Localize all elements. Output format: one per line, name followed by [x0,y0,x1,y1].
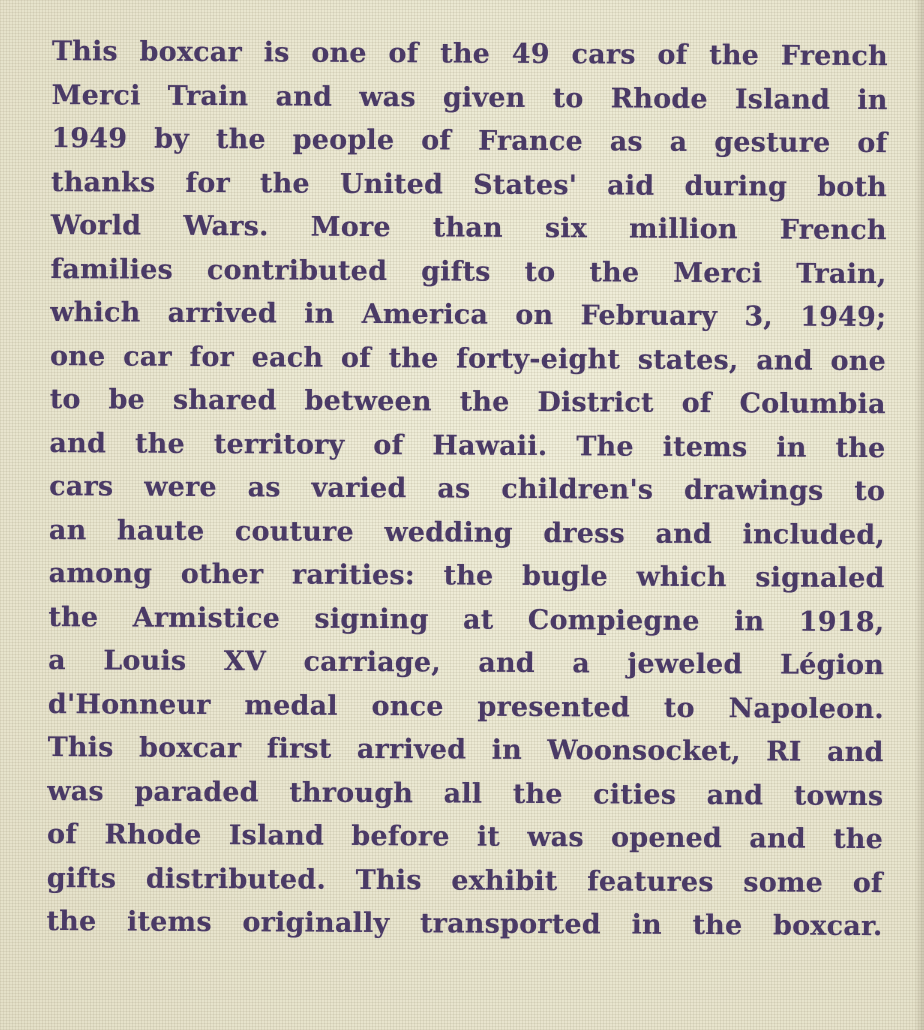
placard-line: This boxcar first arrived in Woonsocket, RI and [47,731,884,769]
exhibit-placard-text [46,30,888,949]
placard-line: the Armistice signing at Compiegne in 1918, [48,601,885,638]
placard-line: which arrived in America on February 3, 1949; [50,296,887,334]
placard-line: This boxcar is one of the 49 cars of the French [51,35,888,73]
placard-line: the items originally transported in the boxcar. [46,905,883,943]
placard-line: one car for each of the forty-eight states, and one [49,340,887,377]
placard-line: cars were as varied as children's drawings to [49,470,886,508]
placard-line: thanks for the United States' aid during both [50,166,888,203]
placard-line: families contributed gifts to the Merci Train, [50,253,887,290]
placard-line: among other rarities: the bugle which signaled [48,557,885,595]
page-fold-shadow [914,0,924,1030]
placard-line: Merci Train and was given to Rhode Island in [51,79,888,116]
placard-line: d'Honneur medal once presented to Napoleon. [47,688,884,725]
placard-line: an haute couture wedding dress and included, [48,514,886,551]
placard-line: gifts distributed. This exhibit features some of [46,862,883,899]
placard-line: of Rhode Island before it was opened and the [46,818,884,856]
placard-line: and the territory of Hawaii. The items in the [49,427,886,464]
placard-line: a Louis XV carriage, and a jeweled Légion [48,644,885,682]
placard-line: 1949 by the people of France as a gesture of [51,122,888,160]
placard-line: was paraded through all the cities and towns [47,775,884,812]
placard-line: to be shared between the District of Columbia [49,383,886,421]
placard-line: World Wars. More than six million French [50,209,887,247]
